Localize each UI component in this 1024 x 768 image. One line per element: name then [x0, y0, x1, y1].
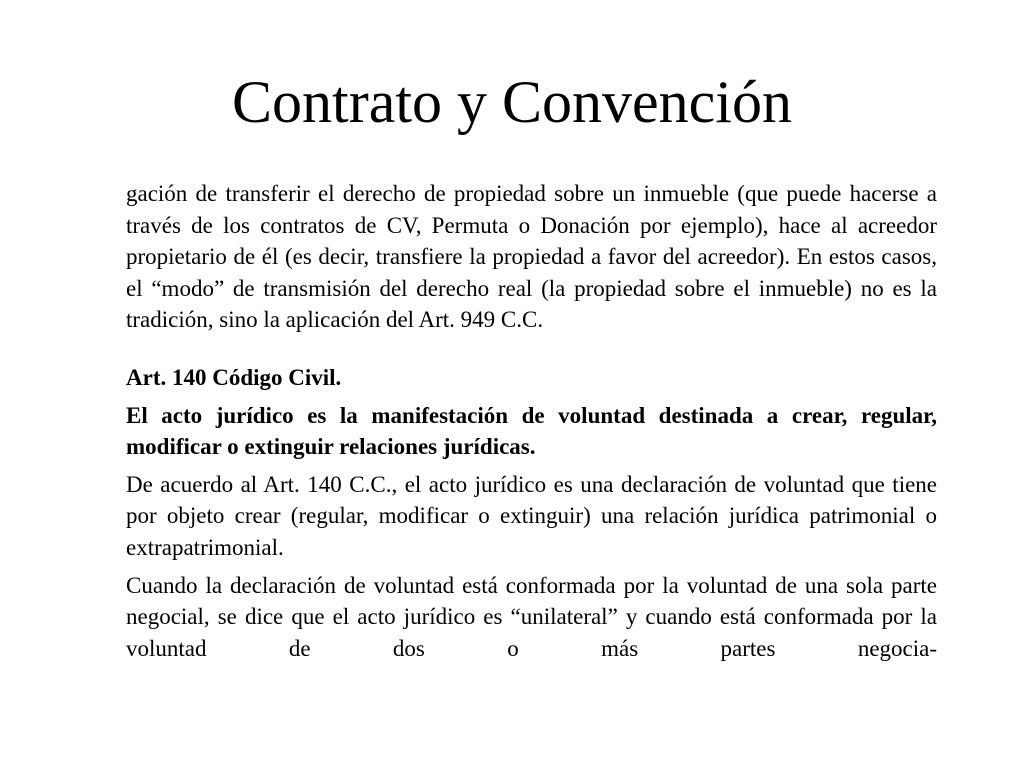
article-heading: Art. 140 Código Civil. [126, 364, 342, 390]
paragraph-transfer-obligation: gación de transferir el derecho de propiedad sobre un inmueble (que puede hacerse a través de los contratos de CV, Permuta o Donación por ejemplo), hace al acreedor propietario de él (es decir, transfiere la propiedad a favor del acreedor). En estos casos, el “modo” de transmisión del derecho real (la propiedad sobre el inmueble) no es la tradición, sino la aplicación del Art. 949 C.C. [126, 181, 937, 333]
paragraph-unilateral: Cuando la declaración de voluntad está conformada por la voluntad de una sola parte negocial, se dice que el acto jurídico es “unilateral” y cuando está conformada por la voluntad de dos o más partes negocia- [126, 572, 937, 661]
slide-title: Contrato y Convención [232, 69, 792, 135]
paragraph-article-explanation: De acuerdo al Art. 140 C.C., el acto jurídico es una declaración de voluntad que tiene por objeto crear (regular, modificar o extinguir) una relación jurídica patrimonial o extrapatrimonial. [126, 471, 937, 560]
article-text: El acto jurídico es la manifestación de voluntad destinada a crear, regular, modificar o extinguir relaciones jurídicas. [126, 402, 937, 460]
slide-body [126, 178, 937, 664]
